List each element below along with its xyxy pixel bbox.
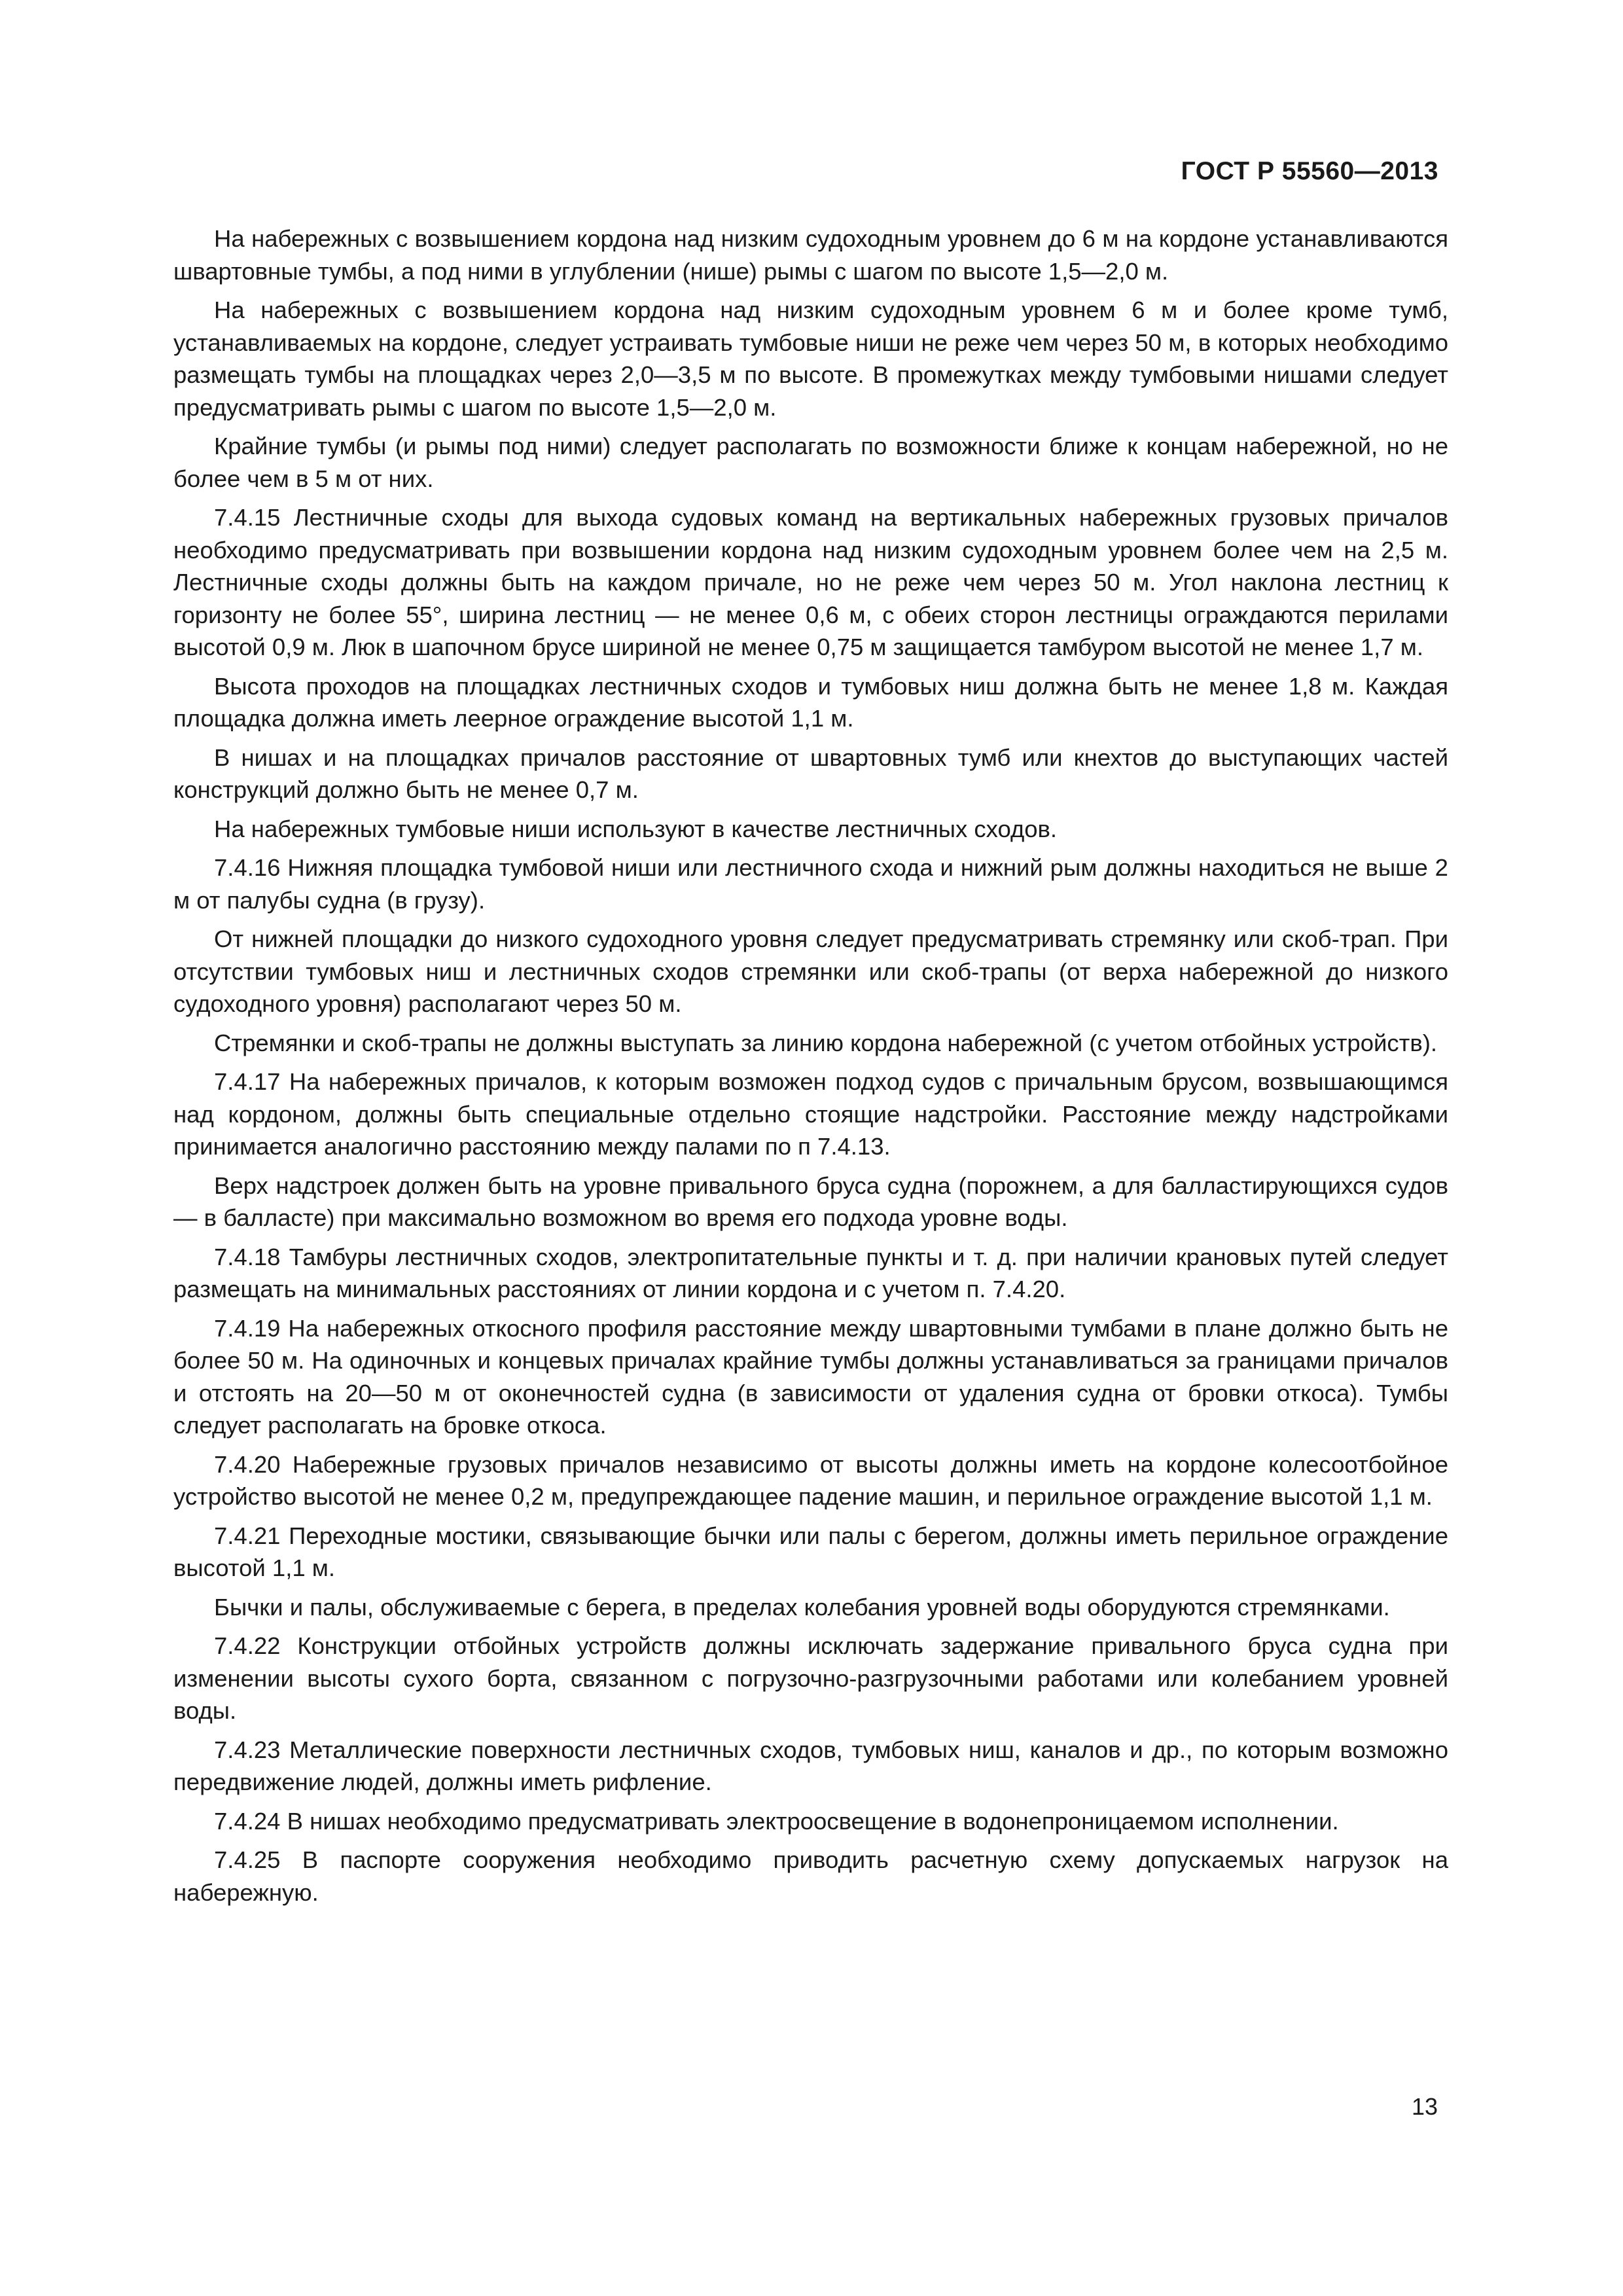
- paragraph-7-4-23: 7.4.23 Металлические поверхности лестничных сходов, тумбовых ниш, каналов и др., по которым возможно передвижение людей, должны иметь рифление.: [173, 1736, 1448, 1795]
- paragraph-stepladder-line: Стремянки и скоб-трапы не должны выступать за линию кордона набережной (с учетом отбойных устройств).: [214, 1029, 1438, 1056]
- document-header-code: ГОСТ Р 55560—2013: [1181, 157, 1438, 185]
- document-body: [173, 223, 1448, 1915]
- paragraph-7-4-15: 7.4.15 Лестничные сходы для выхода судовых команд на вертикальных набережных грузовых причалов необходимо предусматривать при возвышении кордона над низким судоходным уровнем более чем на 2,5 м. Лестничные сходы должны быть на каждом причале, но не реже чем через 50 м. Угол наклона лестниц к горизонту не более 55°, ширина лестниц — не менее 0,6 м, с обеих сторон лестницы ограждаются перилами высотой 0,9 м. Люк в шапочном брусе шириной не менее 0,75 м защищается тамбуром высотой не менее 1,7 м.: [173, 504, 1448, 660]
- paragraph-niches-as-stairs: На набережных тумбовые ниши используют в качестве лестничных сходов.: [214, 815, 1058, 842]
- paragraph-mooring-bollards-low: На набережных с возвышением кордона над низким судоходным уровнем до 6 м на кордоне устанавливаются швартовные тумбы, а под ними в углублении (нише) рымы с шагом по высоте 1,5—2,0 м.: [173, 225, 1448, 285]
- paragraph-7-4-25: 7.4.25 В паспорте сооружения необходимо приводить расчетную схему допускаемых нагрузок на набережную.: [173, 1846, 1448, 1906]
- paragraph-7-4-24: 7.4.24 В нишах необходимо предусматривать электроосвещение в водонепроницаемом исполнении.: [214, 1807, 1339, 1835]
- page-number: 13: [1411, 2093, 1438, 2120]
- paragraph-stepladder: От нижней площадки до низкого судоходного уровня следует предусматривать стремянку или скоб-трап. При отсутствии тумбовых ниш и лестничных сходов стремянки или скоб-трапы (от верха набережной до низкого судоходного уровня) располагают через 50 м.: [173, 925, 1448, 1017]
- paragraph-dolphins: Бычки и палы, обслуживаемые с берега, в пределах колебания уровней воды оборудуются стремянками.: [214, 1593, 1390, 1621]
- paragraph-7-4-21: 7.4.21 Переходные мостики, связывающие бычки или палы с берегом, должны иметь перильное ограждение высотой 1,1 м.: [173, 1522, 1448, 1581]
- paragraph-7-4-19: 7.4.19 На набережных откосного профиля расстояние между швартовными тумбами в плане должно быть не более 50 м. На одиночных и концевых причалах крайние тумбы должны устанавливаться за границами причалов и отстоять на 20—50 м от оконечностей судна (в зависимости от удаления судна от бровки откоса). Тумбы следует располагать на бровке откоса.: [173, 1314, 1448, 1439]
- paragraph-bollard-niches: На набережных с возвышением кордона над низким судоходным уровнем 6 м и более кроме тумб, устанавливаемых на кордоне, следует устраивать тумбовые ниши не реже чем через 50 м, в которых необходимо размещать тумбы на площадках через 2,0—3,5 м по высоте. В промежутках между тумбовыми нишами следует предусматривать рымы с шагом по высоте 1,5—2,0 м.: [173, 296, 1448, 421]
- paragraph-passage-height: Высота проходов на площадках лестничных сходов и тумбовых ниш должна быть не менее 1,8 м. Каждая площадка должна иметь леерное ограждение высотой 1,1 м.: [173, 672, 1448, 732]
- paragraph-7-4-16: 7.4.16 Нижняя площадка тумбовой ниши или лестничного схода и нижний рым должны находиться не выше 2 м от палубы судна (в грузу).: [173, 854, 1448, 914]
- paragraph-7-4-18: 7.4.18 Тамбуры лестничных сходов, электропитательные пункты и т. д. при наличии крановых путей следует размещать на минимальных расстояниях от линии кордона и с учетом п. 7.4.20.: [173, 1243, 1448, 1302]
- paragraph-7-4-20: 7.4.20 Набережные грузовых причалов независимо от высоты должны иметь на кордоне колесоотбойное устройство высотой не менее 0,2 м, предупреждающее падение машин, и перильное ограждение высотой 1,1 м.: [173, 1450, 1448, 1510]
- paragraph-clearance: В нишах и на площадках причалов расстояние от швартовных тумб или кнехтов до выступающих частей конструкций должно быть не менее 0,7 м.: [173, 744, 1448, 803]
- paragraph-7-4-17: 7.4.17 На набережных причалов, к которым возможен подход судов с причальным брусом, возвышающимся над кордоном, должны быть специальные отдельно стоящие надстройки. Расстояние между надстройками принимается аналогично расстоянию между палами по п 7.4.13.: [173, 1068, 1448, 1160]
- paragraph-superstructure-top: Верх надстроек должен быть на уровне привального бруса судна (порожнем, а для балластирующихся судов — в балласте) при максимально возможном во время его подхода уровне воды.: [173, 1172, 1448, 1231]
- paragraph-7-4-22: 7.4.22 Конструкции отбойных устройств должны исключать задержание привального бруса судна при изменении высоты сухого борта, связанном с погрузочно-разгрузочными работами или колебанием уровней воды.: [173, 1632, 1448, 1724]
- paragraph-end-bollards: Крайние тумбы (и рымы под ними) следует располагать по возможности ближе к концам набережной, но не более чем в 5 м от них.: [173, 433, 1448, 492]
